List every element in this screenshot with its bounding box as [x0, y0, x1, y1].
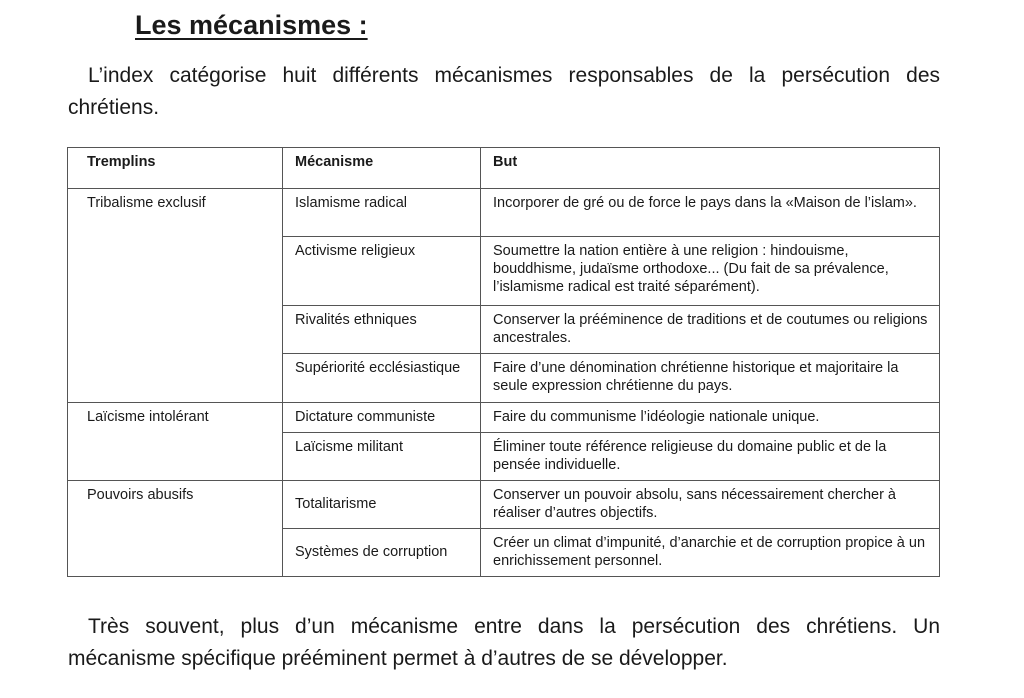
table-row [68, 481, 940, 529]
table-header-row [68, 148, 940, 189]
mecanisme-cell: Activisme religieux [283, 237, 481, 306]
tremplin-cell: Tribalisme exclusif [68, 189, 283, 403]
tremplin-cell: Pouvoirs abusifs [68, 481, 283, 577]
but-cell: Conserver un pouvoir absolu, sans nécessairement chercher à réaliser d’autres objectifs. [481, 481, 940, 529]
table-row [68, 189, 940, 237]
but-cell: Faire du communisme l’idéologie nationale unique. [481, 403, 940, 433]
header-tremplins: Tremplins [68, 148, 283, 189]
but-cell: Soumettre la nation entière à une religion : hindouisme, bouddhisme, judaïsme orthodoxe... (Du fait de sa prévalence, l’islamisme radical est traité séparément). [481, 237, 940, 306]
tremplin-cell: Laïcisme intolérant [68, 403, 283, 481]
mecanisme-cell: Supériorité ecclésiastique [283, 354, 481, 403]
header-but: But [481, 148, 940, 189]
mechanisms-table [67, 147, 940, 577]
header-mecanisme: Mécanisme [283, 148, 481, 189]
outro-paragraph: Très souvent, plus d’un mécanisme entre dans la persécution des chrétiens. Un mécanisme spécifique prééminent permet à d’autres de se développer. [68, 615, 940, 670]
but-cell: Conserver la prééminence de traditions et de coutumes ou religions ancestrales. [481, 306, 940, 354]
but-cell: Faire d’une dénomination chrétienne historique et majoritaire la seule expression chrétienne du pays. [481, 354, 940, 403]
mecanisme-cell: Systèmes de corruption [283, 529, 481, 577]
mecanisme-cell: Laïcisme militant [283, 433, 481, 481]
mecanisme-cell: Rivalités ethniques [283, 306, 481, 354]
but-cell: Incorporer de gré ou de force le pays dans la «Maison de l’islam». [481, 189, 940, 237]
mecanisme-cell: Totalitarisme [283, 481, 481, 529]
table-row [68, 403, 940, 433]
intro-paragraph: L’index catégorise huit différents mécanismes responsables de la persécution des chrétiens. [68, 64, 940, 119]
page-title: Les mécanismes : [135, 10, 368, 40]
but-cell: Éliminer toute référence religieuse du domaine public et de la pensée individuelle. [481, 433, 940, 481]
mecanisme-cell: Islamisme radical [283, 189, 481, 237]
mecanisme-cell: Dictature communiste [283, 403, 481, 433]
but-cell: Créer un climat d’impunité, d’anarchie et de corruption propice à un enrichissement personnel. [481, 529, 940, 577]
